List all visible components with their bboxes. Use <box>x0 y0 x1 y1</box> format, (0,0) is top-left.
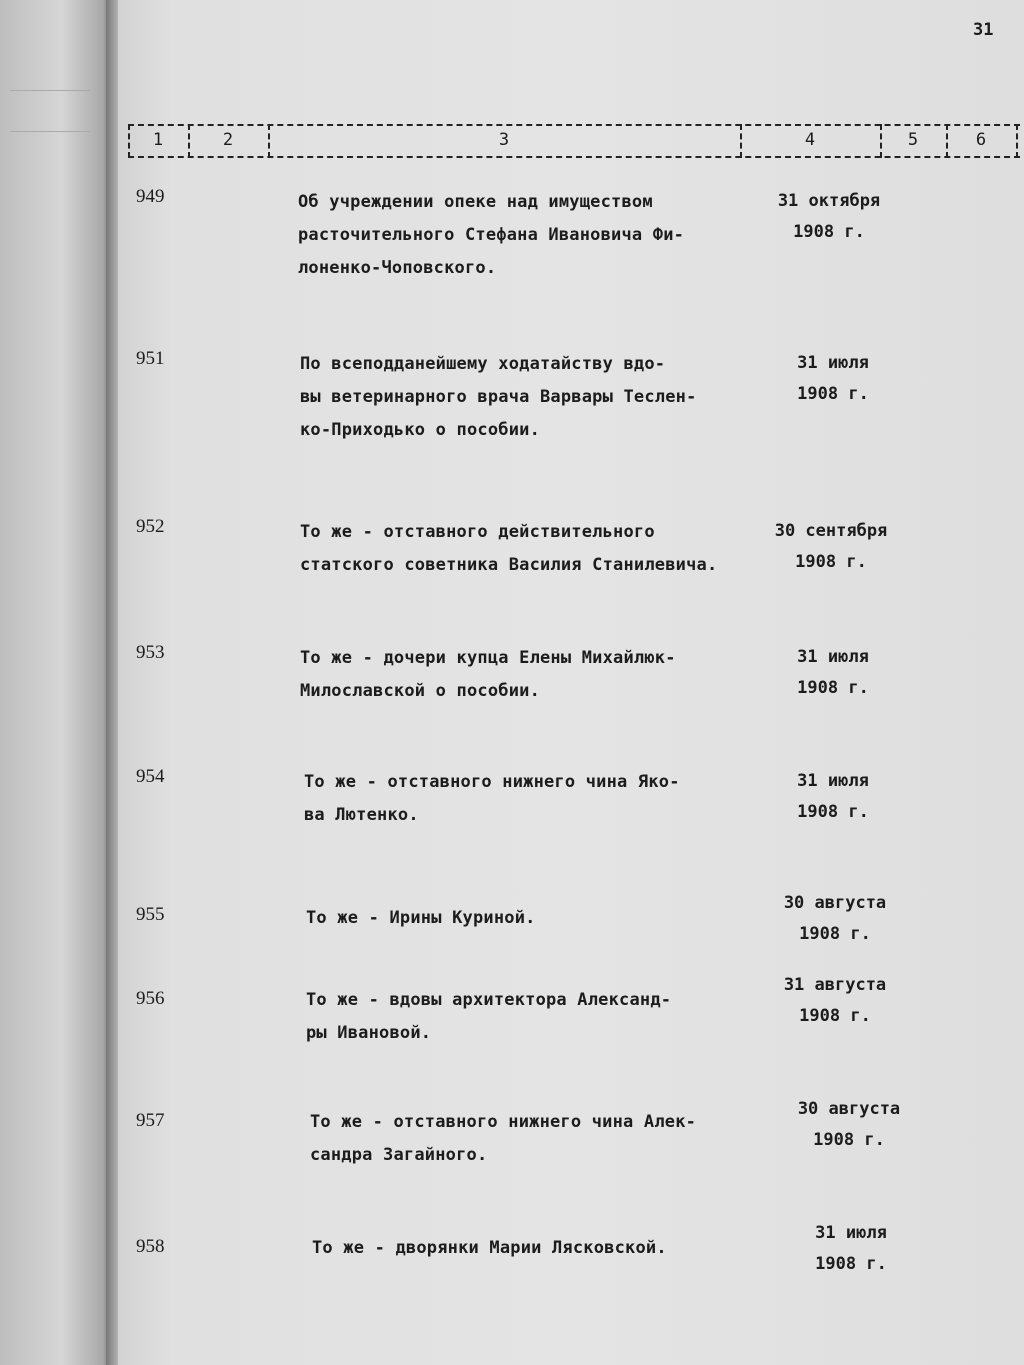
record-number: 956 <box>136 988 165 1009</box>
record-number: 951 <box>136 348 165 369</box>
record-text: То же - отставного действительного статского советника Василия Станилевича. <box>300 522 718 575</box>
record-date <box>758 766 908 828</box>
record-number: 952 <box>136 516 165 537</box>
page-number: 31 <box>973 20 994 40</box>
record-date-year: 1908 г. <box>795 552 867 572</box>
record-date-day: 31 августа <box>783 975 887 995</box>
record-number: 955 <box>136 904 165 925</box>
record-number: 954 <box>136 766 165 787</box>
record-date-year: 1908 г. <box>793 222 865 242</box>
record-date-day: 31 июля <box>797 353 869 373</box>
record-date-year: 1908 г. <box>797 384 869 404</box>
record-date-year: 1908 г. <box>797 678 869 698</box>
record-text: Об учреждении опеке над имуществом расточительного Стефана Ивановича Фи- лоненко-Чоповского. <box>298 192 685 278</box>
header-col-5: 5 <box>907 130 919 150</box>
record-text: То же - отставного нижнего чина Алек- сандра Загайного. <box>310 1112 697 1165</box>
record-date-year: 1908 г. <box>815 1254 887 1274</box>
record-date-day: 30 августа <box>797 1099 901 1119</box>
left-page-edge <box>0 0 112 1365</box>
header-bottom-rule <box>128 156 1020 158</box>
left-page-ghost-rule <box>10 90 90 132</box>
record-text: То же - дворянки Марии Лясковской. <box>312 1238 667 1258</box>
header-col-1: 1 <box>152 130 164 150</box>
record-date <box>758 642 908 704</box>
record-number: 953 <box>136 642 165 663</box>
record-text: То же - Ирины Куриной. <box>306 908 536 928</box>
record-number: 957 <box>136 1110 165 1131</box>
record-date-year: 1908 г. <box>813 1130 885 1150</box>
record-date-day: 30 сентября <box>774 521 888 541</box>
record-date <box>760 970 910 1032</box>
record-date-day: 31 июля <box>797 647 869 667</box>
record-date <box>754 186 904 248</box>
header-col-6: 6 <box>975 130 987 150</box>
record-date <box>756 516 906 578</box>
record-date <box>774 1094 924 1156</box>
record-date-year: 1908 г. <box>797 802 869 822</box>
record-date <box>758 348 908 410</box>
record-date-year: 1908 г. <box>799 924 871 944</box>
record-date <box>760 888 910 950</box>
header-separator <box>1016 124 1018 158</box>
header-col-4: 4 <box>804 130 816 150</box>
record-text: То же - вдовы архитектора Александ- ры Ивановой. <box>306 990 672 1043</box>
record-text: То же - отставного нижнего чина Яко- ва Лютенко. <box>304 772 680 825</box>
record-date <box>776 1218 926 1280</box>
header-col-2: 2 <box>222 130 234 150</box>
record-date-day: 31 июля <box>797 771 869 791</box>
header-col-3: 3 <box>498 130 510 150</box>
record-date-day: 31 июля <box>815 1223 887 1243</box>
record-text: То же - дочери купца Елены Михайлюк- Милославской о пособии. <box>300 648 676 701</box>
record-date-year: 1908 г. <box>799 1006 871 1026</box>
record-number: 958 <box>136 1236 165 1257</box>
document-page <box>118 0 1024 1365</box>
record-number: 949 <box>136 186 165 207</box>
table-header <box>128 124 1020 158</box>
record-text: По всеподданейшему ходатайству вдо- вы ветеринарного врача Варвары Теслен- ко-Приходько о пособии. <box>300 354 697 440</box>
record-date-day: 31 октября <box>777 191 881 211</box>
record-date-day: 30 августа <box>783 893 887 913</box>
header-top-rule <box>128 124 1020 126</box>
